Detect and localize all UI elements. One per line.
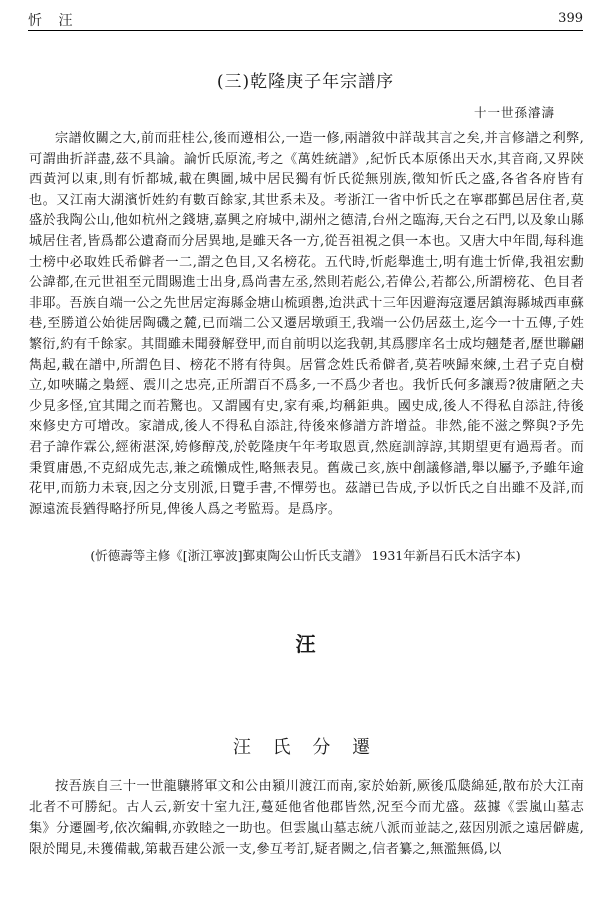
author-byline: 十一世孫濬濤 (473, 105, 555, 120)
surname-heading: 汪 (295, 632, 316, 656)
migration-body: 按吾族自三十一世龍驤將軍文和公由潁川渡江而南,家於始新,厥後瓜瓞綿延,散布於大江南北者不可勝紀。古人云,新安十室九汪,蔓延他省他郡皆然,況至今而尤盛。茲據《雲嵐山墓志集》分遷圖考,依次編輯,亦敦睦之一助也。但雲嵐山墓志統八派而並誌之,茲因別派之遠居僻處,限於聞見,未獲備載,第載吾建公派一支,參互考訂,疑者闕之,信者纂之,無濫無僞,以 (29, 779, 584, 857)
preface-body: 宗譜攸關之大,前而莊桂公,後而遵相公,一造一修,兩譜敘中詳哉其言之矣,并言修譜之利弊,可謂曲折詳盡,茲不具論。論忻氏原流,考之《萬姓統譜》,紀忻氏本原係出天水,其音商,又界陝西黃河以東,則有忻都城,載在輿圖,城中居民獨有忻氏從無別族,徵知忻氏之盛,各省各府皆有也。又江南大湖濱忻姓約有數百餘家,其世系未及。考浙江一省中忻氏之在寧郡鄞邑居住者,莫盛於我陶公山,他如杭州之錢塘,嘉興之府城中,湖州之德清,台州之臨海,天台之石門,以及象山縣城居住者,皆爲都公遺裔而分居異地,是雖天各一方,從吾祖視之俱一本也。又唐大中年間,每科進士榜中必取姓氏希僻者一二,謂之色目,又名榜花。五代時,忻彪舉進士,明有進士忻偉,我祖宏勳公諱都,在元世祖至元間賜進士出身,爲尚書左丞,然則若彪公,若偉公,若都公,所謂榜花、色目者非耶。吾族自端一公之先世居定海縣金塘山梳頭嶴,迨洪武十三年因避海寇遷居鎮海縣城西車蘇巷,至勝道公始徙居陶磯之麓,已而端二公又遷居墩頭王,我端一公仍居茲土,迄今一十五傳,子姓繁衍,約有千餘家。其間雖未聞發解登甲,而自前明以迄我朝,其爲膠庠名士成均翹楚者,歷世聯翩雋起,載在譜中,所謂色目、榜花不將有待與。居嘗念姓氏希僻者,莫若唊歸來練,土君子克自樹立,如唊瞞之梟經、震川之忠亮,正所謂百不爲多,一不爲少者也。我忻氏何多讓焉?彼庸陋之夫少見多怪,宜其聞之而若驚也。又謂國有史,家有乘,均稱鉅典。國史成,後人不得私自添註,待後來修史方可增改。家譜成,後人不得私自添註,待後來修譜方許增益。非然,能不滋之弊與?予先君子諱作霖公,經術湛深,姱修醇茂,於乾隆庚午年考取恩貢,然庭訓諄諄,其期望更有過焉者。而秉質庸愚,不克紹成先志,兼之疏懶成性,略無表見。舊歲己亥,族中創議修譜,舉以屬予,予雖年逾花甲,而筋力未衰,因之分支別派,日覽手書,不憚勞也。茲譜已告成,予以忻氏之自出雖不及詳,而源遠流長猶得略抒所見,俾後人爲之考監焉。是爲序。 (29, 131, 584, 517)
section-title: (三)乾隆庚子年宗譜序 (216, 72, 395, 92)
source-citation: (忻德壽等主修《[浙江寧波]鄞東陶公山忻氏支譜》 1931年新昌石氏木活字本) (90, 548, 521, 563)
subsection-title: 汪 氏 分 遷 (232, 737, 379, 758)
page-header (28, 8, 583, 31)
running-head: 忻 汪 (28, 13, 79, 29)
page-number: 399 (558, 11, 583, 26)
